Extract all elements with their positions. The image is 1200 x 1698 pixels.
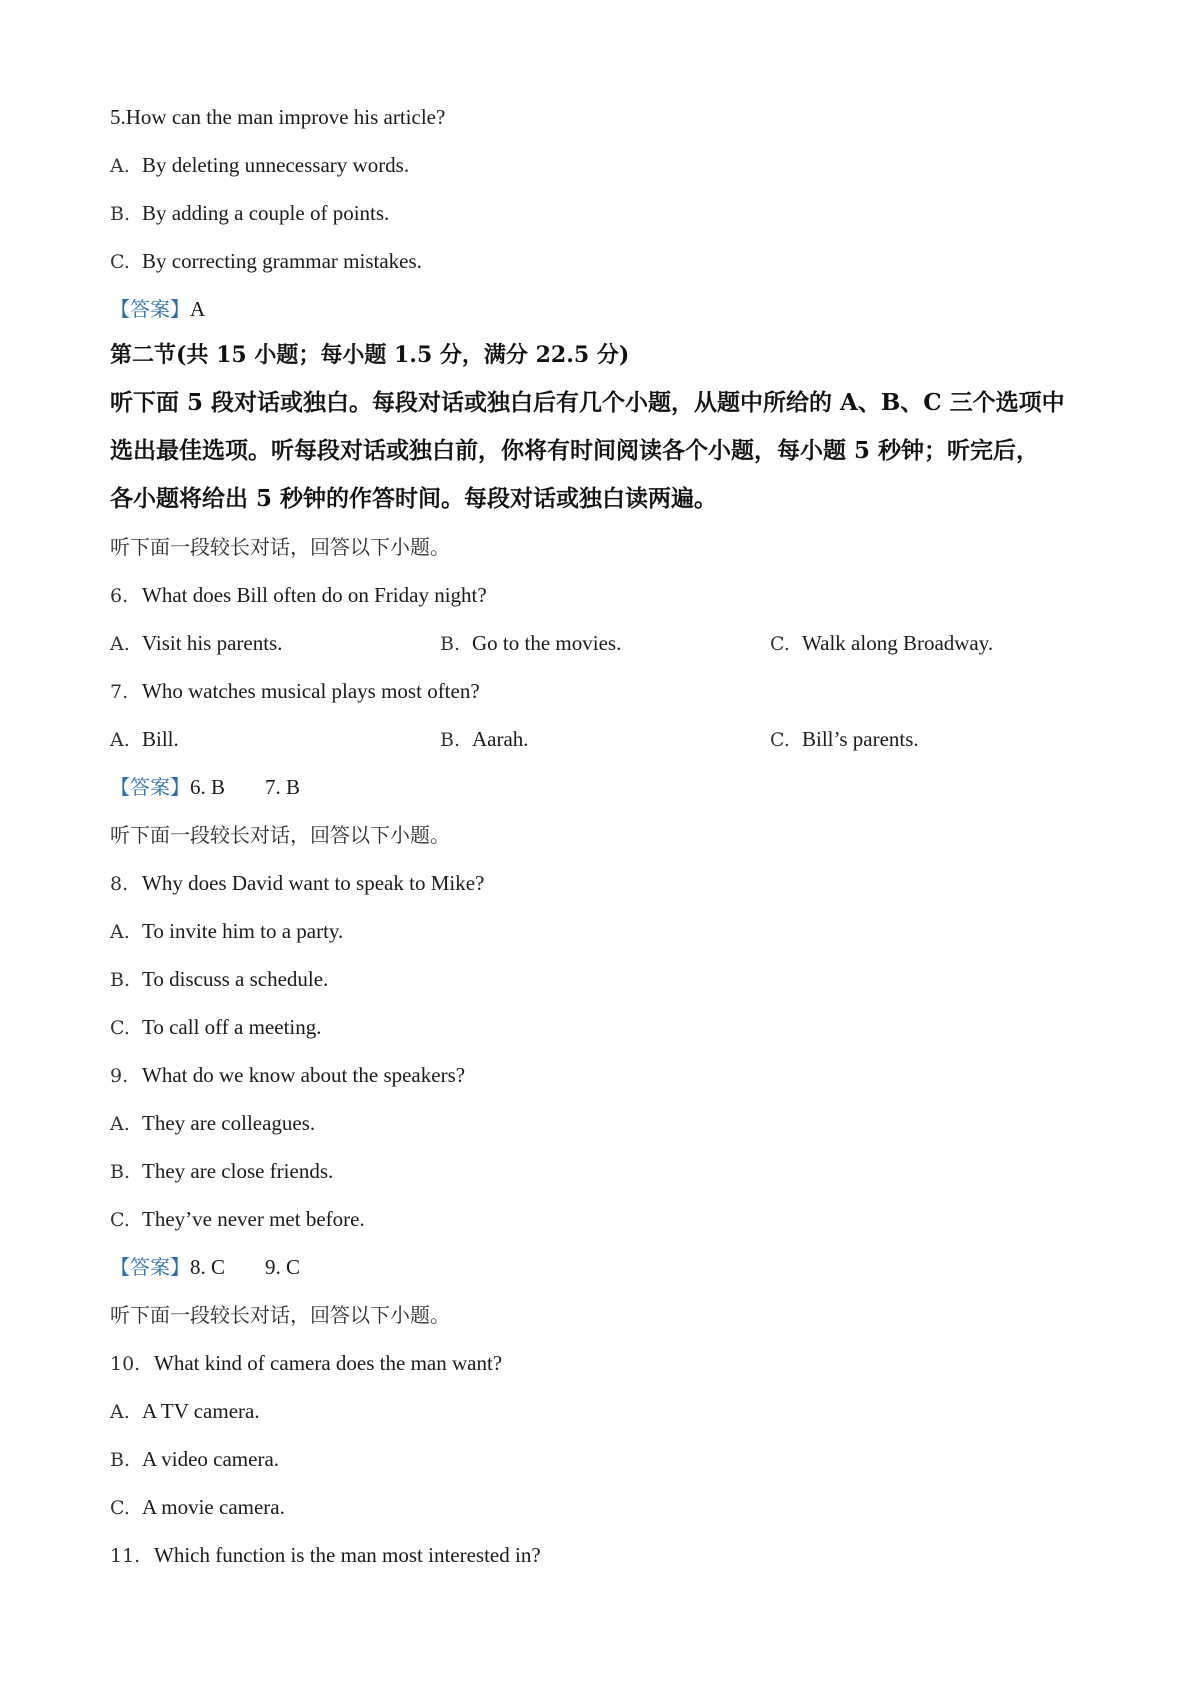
option-letter: C. — [110, 1017, 130, 1039]
option-text: A video camera. — [142, 1447, 280, 1471]
question-text: What kind of camera does the man want? — [154, 1351, 503, 1375]
option-letter: B. — [110, 203, 131, 225]
section-instruction-2: 选出最佳选项。听每段对话或独白前，你将有时间阅读各个小题，每小题 5 秒钟；听完后， — [110, 437, 1040, 464]
question-number: 10. — [110, 1353, 141, 1375]
option-letter: B. — [110, 1449, 131, 1471]
question-number: 9. — [110, 1065, 129, 1087]
option-letter: B. — [440, 633, 461, 655]
option-letter: C. — [770, 633, 790, 655]
q10-option-c — [110, 1494, 285, 1521]
option-letter: A. — [110, 155, 130, 177]
q9-option-b — [110, 1158, 333, 1185]
section-instruction-1: 听下面 5 段对话或独白。每段对话或独白后有几个小题，从题中所给的 A、B、C 三个选项中 — [110, 389, 1065, 416]
question-text: Who watches musical plays most often? — [142, 679, 480, 703]
group1-intro: 听下面一段较长对话，回答以下小题。 — [110, 535, 450, 559]
option-text: A TV camera. — [142, 1399, 260, 1423]
q10-option-b — [110, 1446, 279, 1473]
q5-answer — [110, 296, 205, 322]
option-text: Bill. — [142, 727, 179, 751]
answer-value: 8. C — [190, 1255, 226, 1279]
q6-option-b — [440, 630, 621, 657]
option-text: To call off a meeting. — [142, 1015, 322, 1039]
option-letter: A. — [110, 921, 130, 943]
question-number: 7. — [110, 681, 129, 703]
question-text: Why does David want to speak to Mike? — [142, 871, 485, 895]
question-text: Which function is the man most interested in? — [154, 1543, 541, 1567]
answer-tag: 【答案】 — [110, 775, 190, 799]
group1-answer — [110, 774, 300, 800]
q6-option-c — [770, 630, 993, 657]
option-text: Go to the movies. — [472, 631, 622, 655]
option-letter: C. — [110, 1209, 130, 1231]
q10-question — [110, 1350, 502, 1377]
q7-question — [110, 678, 480, 705]
section-instruction-3: 各小题将给出 5 秒钟的作答时间。每段对话或独白读两遍。 — [110, 485, 718, 512]
q6-question — [110, 582, 487, 609]
q6-option-a — [110, 630, 282, 657]
question-number: 8. — [110, 873, 129, 895]
option-text: Visit his parents. — [142, 631, 283, 655]
group2-answer — [110, 1254, 300, 1280]
answer-value: 9. C — [265, 1255, 301, 1279]
option-text: To discuss a schedule. — [142, 967, 329, 991]
answer-value: 6. B — [190, 775, 226, 799]
option-letter: B. — [110, 969, 131, 991]
question-number: 6. — [110, 585, 129, 607]
q5-option-b — [110, 200, 389, 227]
q7-option-b — [440, 726, 529, 753]
q7-options — [110, 726, 1110, 752]
option-text: To invite him to a party. — [142, 919, 344, 943]
q9-option-a — [110, 1110, 315, 1137]
option-text: They are close friends. — [142, 1159, 334, 1183]
question-number: 11. — [110, 1545, 141, 1567]
option-letter: C. — [110, 1497, 130, 1519]
q5-option-c — [110, 248, 422, 275]
option-text: Walk along Broadway. — [802, 631, 994, 655]
group3-intro: 听下面一段较长对话，回答以下小题。 — [110, 1303, 450, 1327]
q8-option-b — [110, 966, 328, 993]
option-text: By correcting grammar mistakes. — [142, 249, 422, 273]
q8-question — [110, 870, 484, 897]
answer-tag: 【答案】 — [110, 1255, 190, 1279]
option-text: They are colleagues. — [142, 1111, 316, 1135]
option-text: By deleting unnecessary words. — [142, 153, 410, 177]
option-letter: A. — [110, 1401, 130, 1423]
q8-option-a — [110, 918, 343, 945]
q5-option-a — [110, 152, 409, 179]
option-text: A movie camera. — [142, 1495, 285, 1519]
q7-option-c — [770, 726, 919, 753]
option-text: They’ve never met before. — [142, 1207, 365, 1231]
q5-question: 5.How can the man improve his article? — [110, 105, 446, 129]
option-text: By adding a couple of points. — [142, 201, 390, 225]
q8-option-c — [110, 1014, 322, 1041]
option-letter: A. — [110, 633, 130, 655]
answer-value: A — [190, 297, 206, 321]
option-letter: A. — [110, 1113, 130, 1135]
q9-question — [110, 1062, 465, 1089]
answer-value: 7. B — [265, 775, 301, 799]
option-letter: B. — [110, 1161, 131, 1183]
option-letter: B. — [440, 729, 461, 751]
section-title: 第二节(共 15 小题；每小题 1.5 分，满分 22.5 分) — [110, 342, 630, 368]
question-text: What does Bill often do on Friday night? — [142, 583, 487, 607]
option-text: Aarah. — [472, 727, 529, 751]
group2-intro: 听下面一段较长对话，回答以下小题。 — [110, 823, 450, 847]
option-text: Bill’s parents. — [802, 727, 919, 751]
q9-option-c — [110, 1206, 365, 1233]
answer-tag: 【答案】 — [110, 297, 190, 321]
option-letter: A. — [110, 729, 130, 751]
q6-options — [110, 630, 1110, 656]
q7-option-a — [110, 726, 179, 753]
option-letter: C. — [110, 251, 130, 273]
q10-option-a — [110, 1398, 260, 1425]
option-letter: C. — [770, 729, 790, 751]
q11-question — [110, 1542, 541, 1569]
question-text: What do we know about the speakers? — [142, 1063, 466, 1087]
